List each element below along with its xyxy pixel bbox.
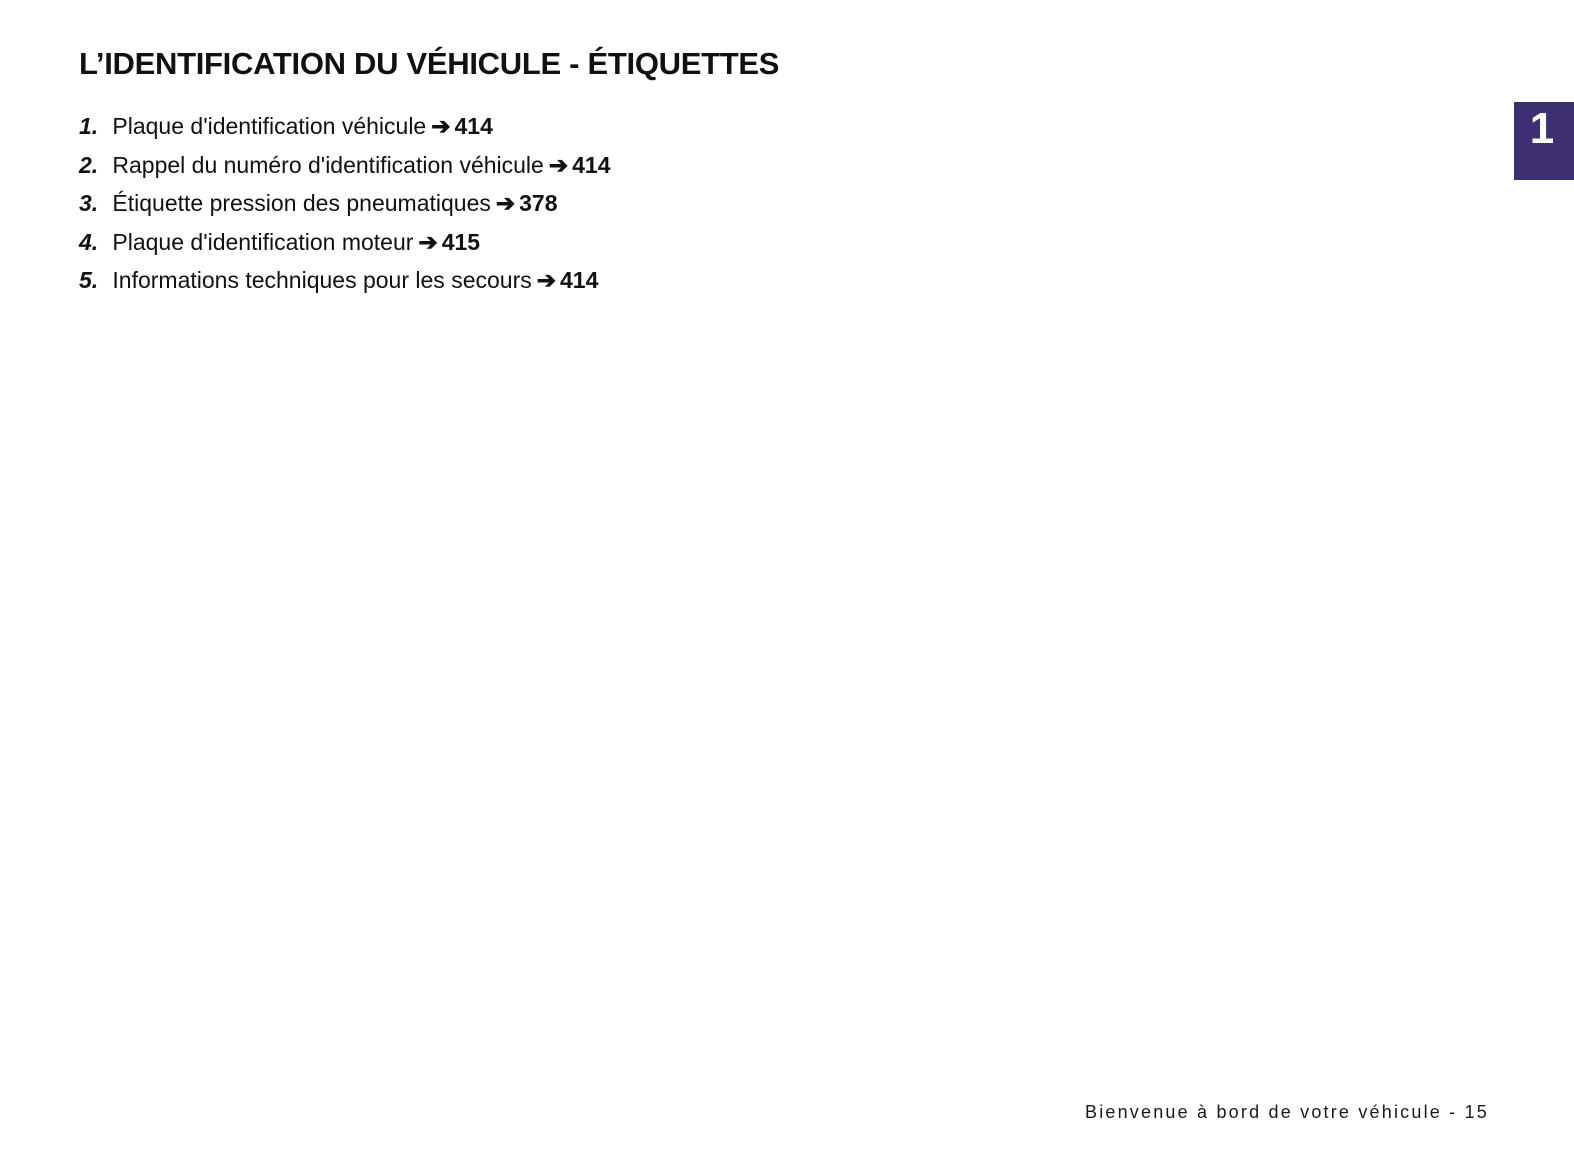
page-footer: Bienvenue à bord de votre véhicule - 15 <box>1084 1102 1489 1122</box>
item-label: Étiquette pression des pneumatiques <box>112 190 491 216</box>
page-reference-link[interactable]: 415 <box>441 228 481 255</box>
arrow-right-icon: ➔ <box>431 113 451 139</box>
page-reference-link[interactable]: 414 <box>454 113 493 139</box>
chapter-tab: 1 <box>1514 102 1574 180</box>
page-reference-link[interactable]: 414 <box>572 151 611 178</box>
item-number: 5. <box>79 267 99 293</box>
arrow-right-icon: ➔ <box>548 151 569 178</box>
arrow-right-icon: ➔ <box>418 228 438 255</box>
list-item <box>79 261 611 300</box>
page-reference-link[interactable]: 414 <box>560 267 599 293</box>
page-reference-link[interactable]: 378 <box>519 190 558 216</box>
page-title: L’IDENTIFICATION DU VÉHICULE - ÉTIQUETTES <box>79 46 780 81</box>
item-label: Plaque d'identification véhicule <box>112 113 427 139</box>
list-item <box>79 107 611 146</box>
item-number: 1. <box>79 113 99 139</box>
list-item <box>79 223 611 262</box>
item-number: 2. <box>79 151 99 178</box>
label-reference-list <box>79 107 611 300</box>
arrow-right-icon: ➔ <box>536 267 557 293</box>
arrow-right-icon: ➔ <box>495 190 516 216</box>
item-label: Plaque d'identification moteur <box>112 228 414 255</box>
item-number: 4. <box>79 228 99 255</box>
list-item <box>79 184 611 223</box>
item-number: 3. <box>79 190 99 216</box>
item-label: Rappel du numéro d'identification véhicule <box>112 151 544 178</box>
item-label: Informations techniques pour les secours <box>112 267 532 293</box>
list-item <box>79 146 611 185</box>
